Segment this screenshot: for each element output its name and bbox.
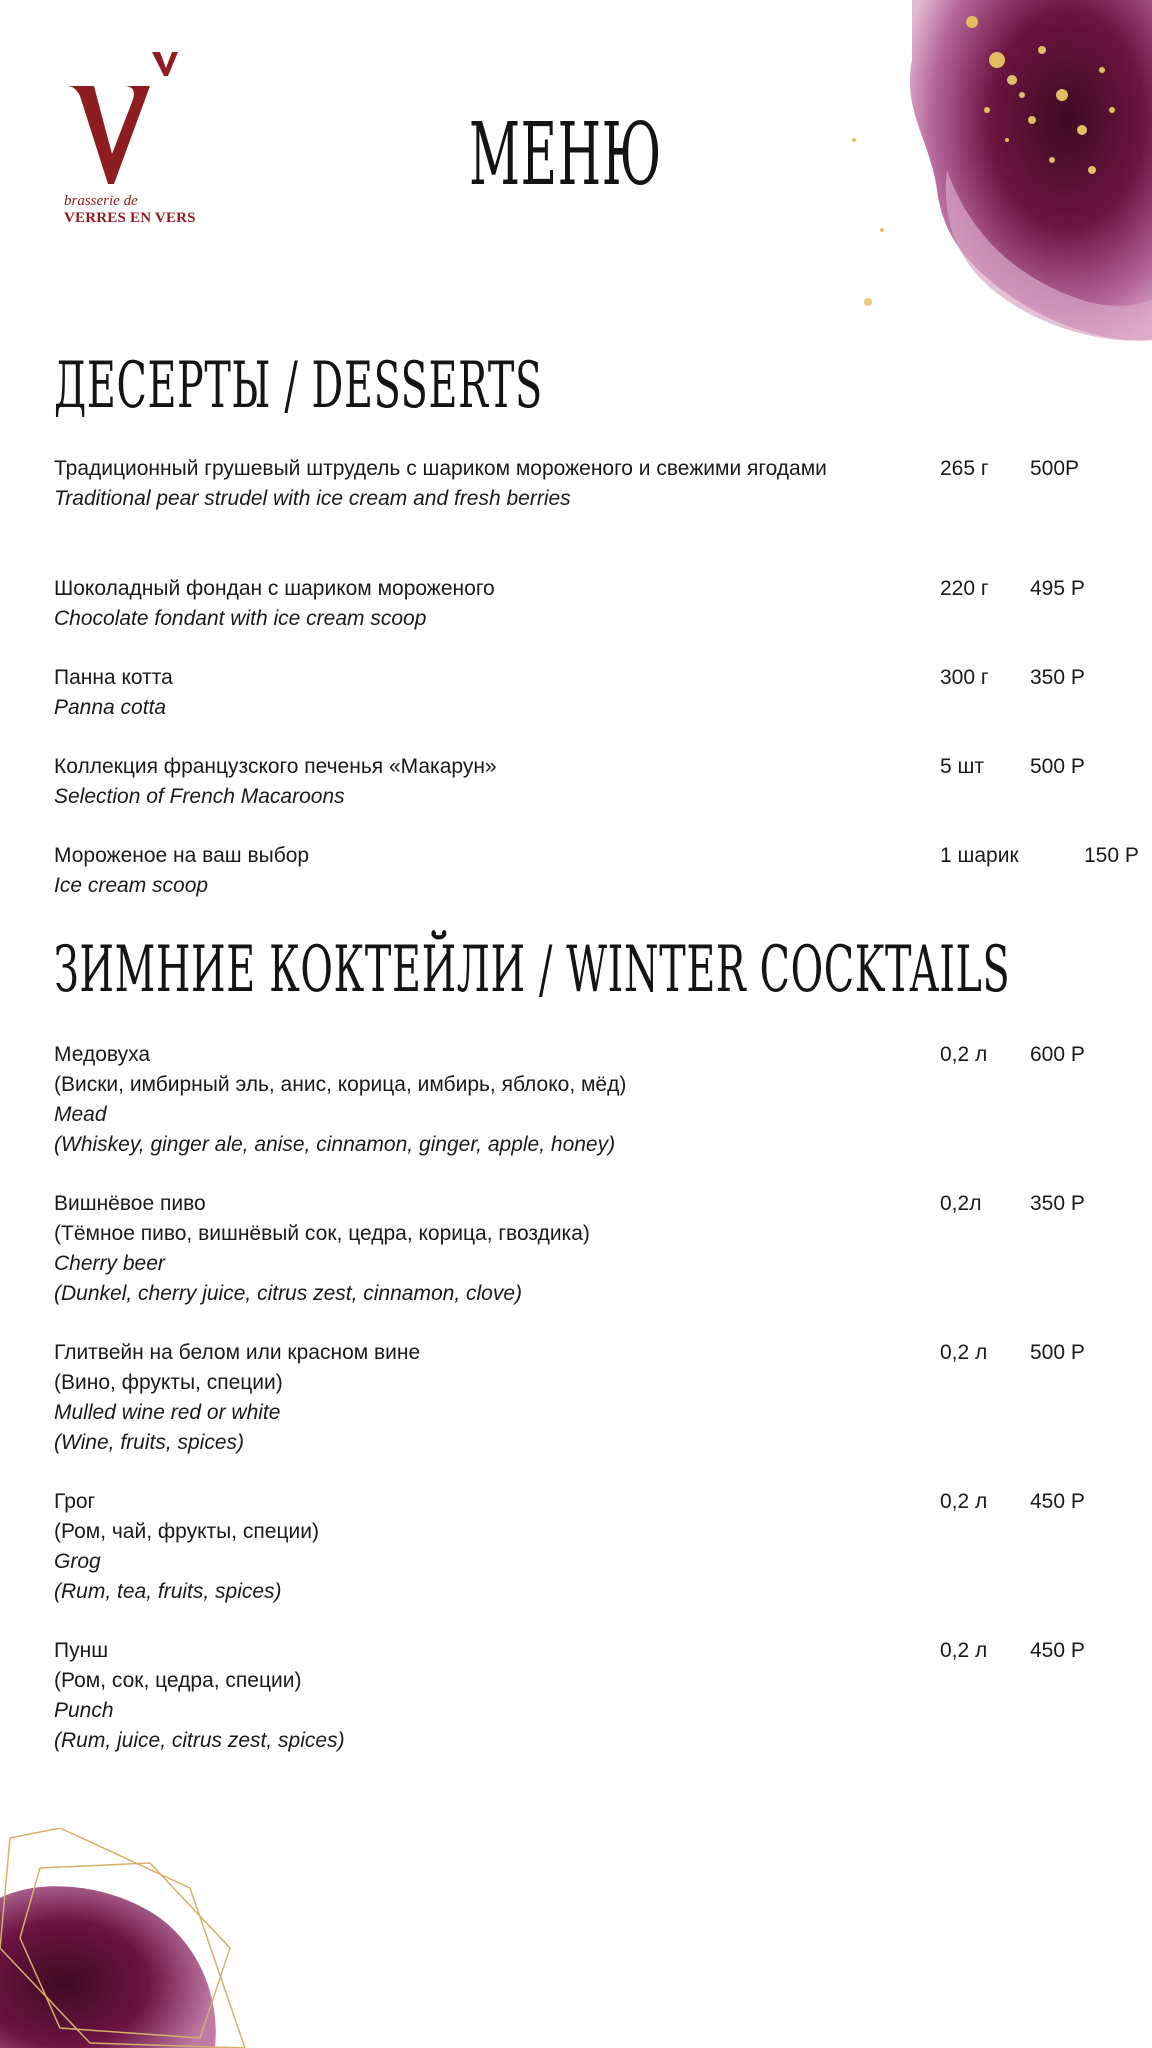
item-desc-ru: (Вино, фрукты, специи) [54,1371,283,1394]
item-desc-ru: (Ром, чай, фрукты, специи) [54,1520,319,1543]
watercolor-decoration-bottom [0,1828,260,2048]
item-quantity: 0,2 л [940,1490,988,1513]
menu-item [54,1487,1114,1607]
menu-item [54,1040,1114,1160]
item-desc-en: (Rum, juice, citrus zest, spices) [54,1729,345,1752]
item-name-en: Chocolate fondant with ice cream scoop [54,607,427,630]
item-name-ru: Пунш [54,1639,109,1662]
item-name-en: Grog [54,1550,101,1573]
menu-item [54,663,1114,723]
item-price: 350 Р [1030,1192,1085,1215]
section-title-cocktails: ЗИМНИЕ КОКТЕЙЛИ / WINTER COCKTAILS [54,933,1011,1007]
menu-item [54,752,1114,812]
item-desc-ru: (Тёмное пиво, вишнёвый сок, цедра, корица, гвоздика) [54,1222,590,1245]
item-desc-en: (Rum, tea, fruits, spices) [54,1580,282,1603]
page-title: МЕНЮ [469,105,662,205]
watercolor-decoration-top [852,0,1152,400]
menu-item [54,1636,1114,1756]
item-name-en: Traditional pear strudel with ice cream and fresh berries [54,487,571,510]
menu-item [54,1189,1114,1309]
section-title-desserts: ДЕСЕРТЫ / DESSERTS [54,349,543,423]
menu-item [54,1338,1114,1458]
item-quantity: 0,2 л [940,1341,988,1364]
item-price: 500 Р [1030,755,1085,778]
item-quantity: 220 г [940,577,989,600]
item-quantity: 0,2 л [940,1043,988,1066]
item-name-en: Cherry beer [54,1252,165,1275]
logo-tagline: brasserie de [64,193,138,209]
item-price: 500Р [1030,457,1080,480]
item-name-en: Selection of French Macaroons [54,785,345,808]
menu-item [54,574,1114,634]
item-name-ru: Грог [54,1490,96,1513]
item-name-en: Panna cotta [54,696,167,719]
item-desc-en: (Dunkel, cherry juice, citrus zest, cinnamon, clove) [54,1282,522,1305]
logo-name: VERRES EN VERS [64,210,196,226]
item-price: 350 Р [1030,666,1085,689]
item-quantity: 300 г [940,666,989,689]
item-price: 450 Р [1030,1639,1085,1662]
item-quantity: 5 шт [940,755,984,778]
item-desc-en: (Whiskey, ginger ale, anise, cinnamon, ginger, apple, honey) [54,1133,616,1156]
item-price: 600 Р [1030,1043,1085,1066]
item-desc-ru: (Ром, сок, цедра, специи) [54,1669,302,1692]
item-price: 450 Р [1030,1490,1085,1513]
item-name-ru: Шоколадный фондан с шариком мороженого [54,577,495,600]
item-name-ru: Глитвейн на белом или красном вине [54,1341,421,1364]
item-name-ru: Вишнёвое пиво [54,1192,206,1215]
item-name-ru: Коллекция французского печенья «Макарун» [54,755,497,778]
item-name-ru: Традиционный грушевый штрудель с шариком мороженого и свежими ягодами [54,457,827,480]
item-name-ru: Панна котта [54,666,173,689]
menu-item [54,454,1114,514]
item-quantity: 265 г [940,457,989,480]
item-name-ru: Мороженое на ваш выбор [54,844,310,867]
item-name-en: Ice cream scoop [54,874,209,897]
item-quantity: 0,2л [940,1192,982,1215]
item-desc-ru: (Виски, имбирный эль, анис, корица, имбирь, яблоко, мёд) [54,1073,627,1096]
item-name-en: Punch [54,1699,114,1722]
logo-v-mark [64,44,184,194]
item-name-ru: Медовуха [54,1043,151,1066]
item-quantity: 1 шарик [940,844,1019,867]
item-price: 150 Р [1084,844,1139,867]
brand-logo [56,44,216,234]
item-quantity: 0,2 л [940,1639,988,1662]
item-desc-en: (Wine, fruits, spices) [54,1431,245,1454]
menu-item [54,841,1139,901]
item-price: 500 Р [1030,1341,1085,1364]
item-price: 495 Р [1030,577,1085,600]
item-name-en: Mead [54,1103,107,1126]
item-name-en: Mulled wine red or white [54,1401,281,1424]
